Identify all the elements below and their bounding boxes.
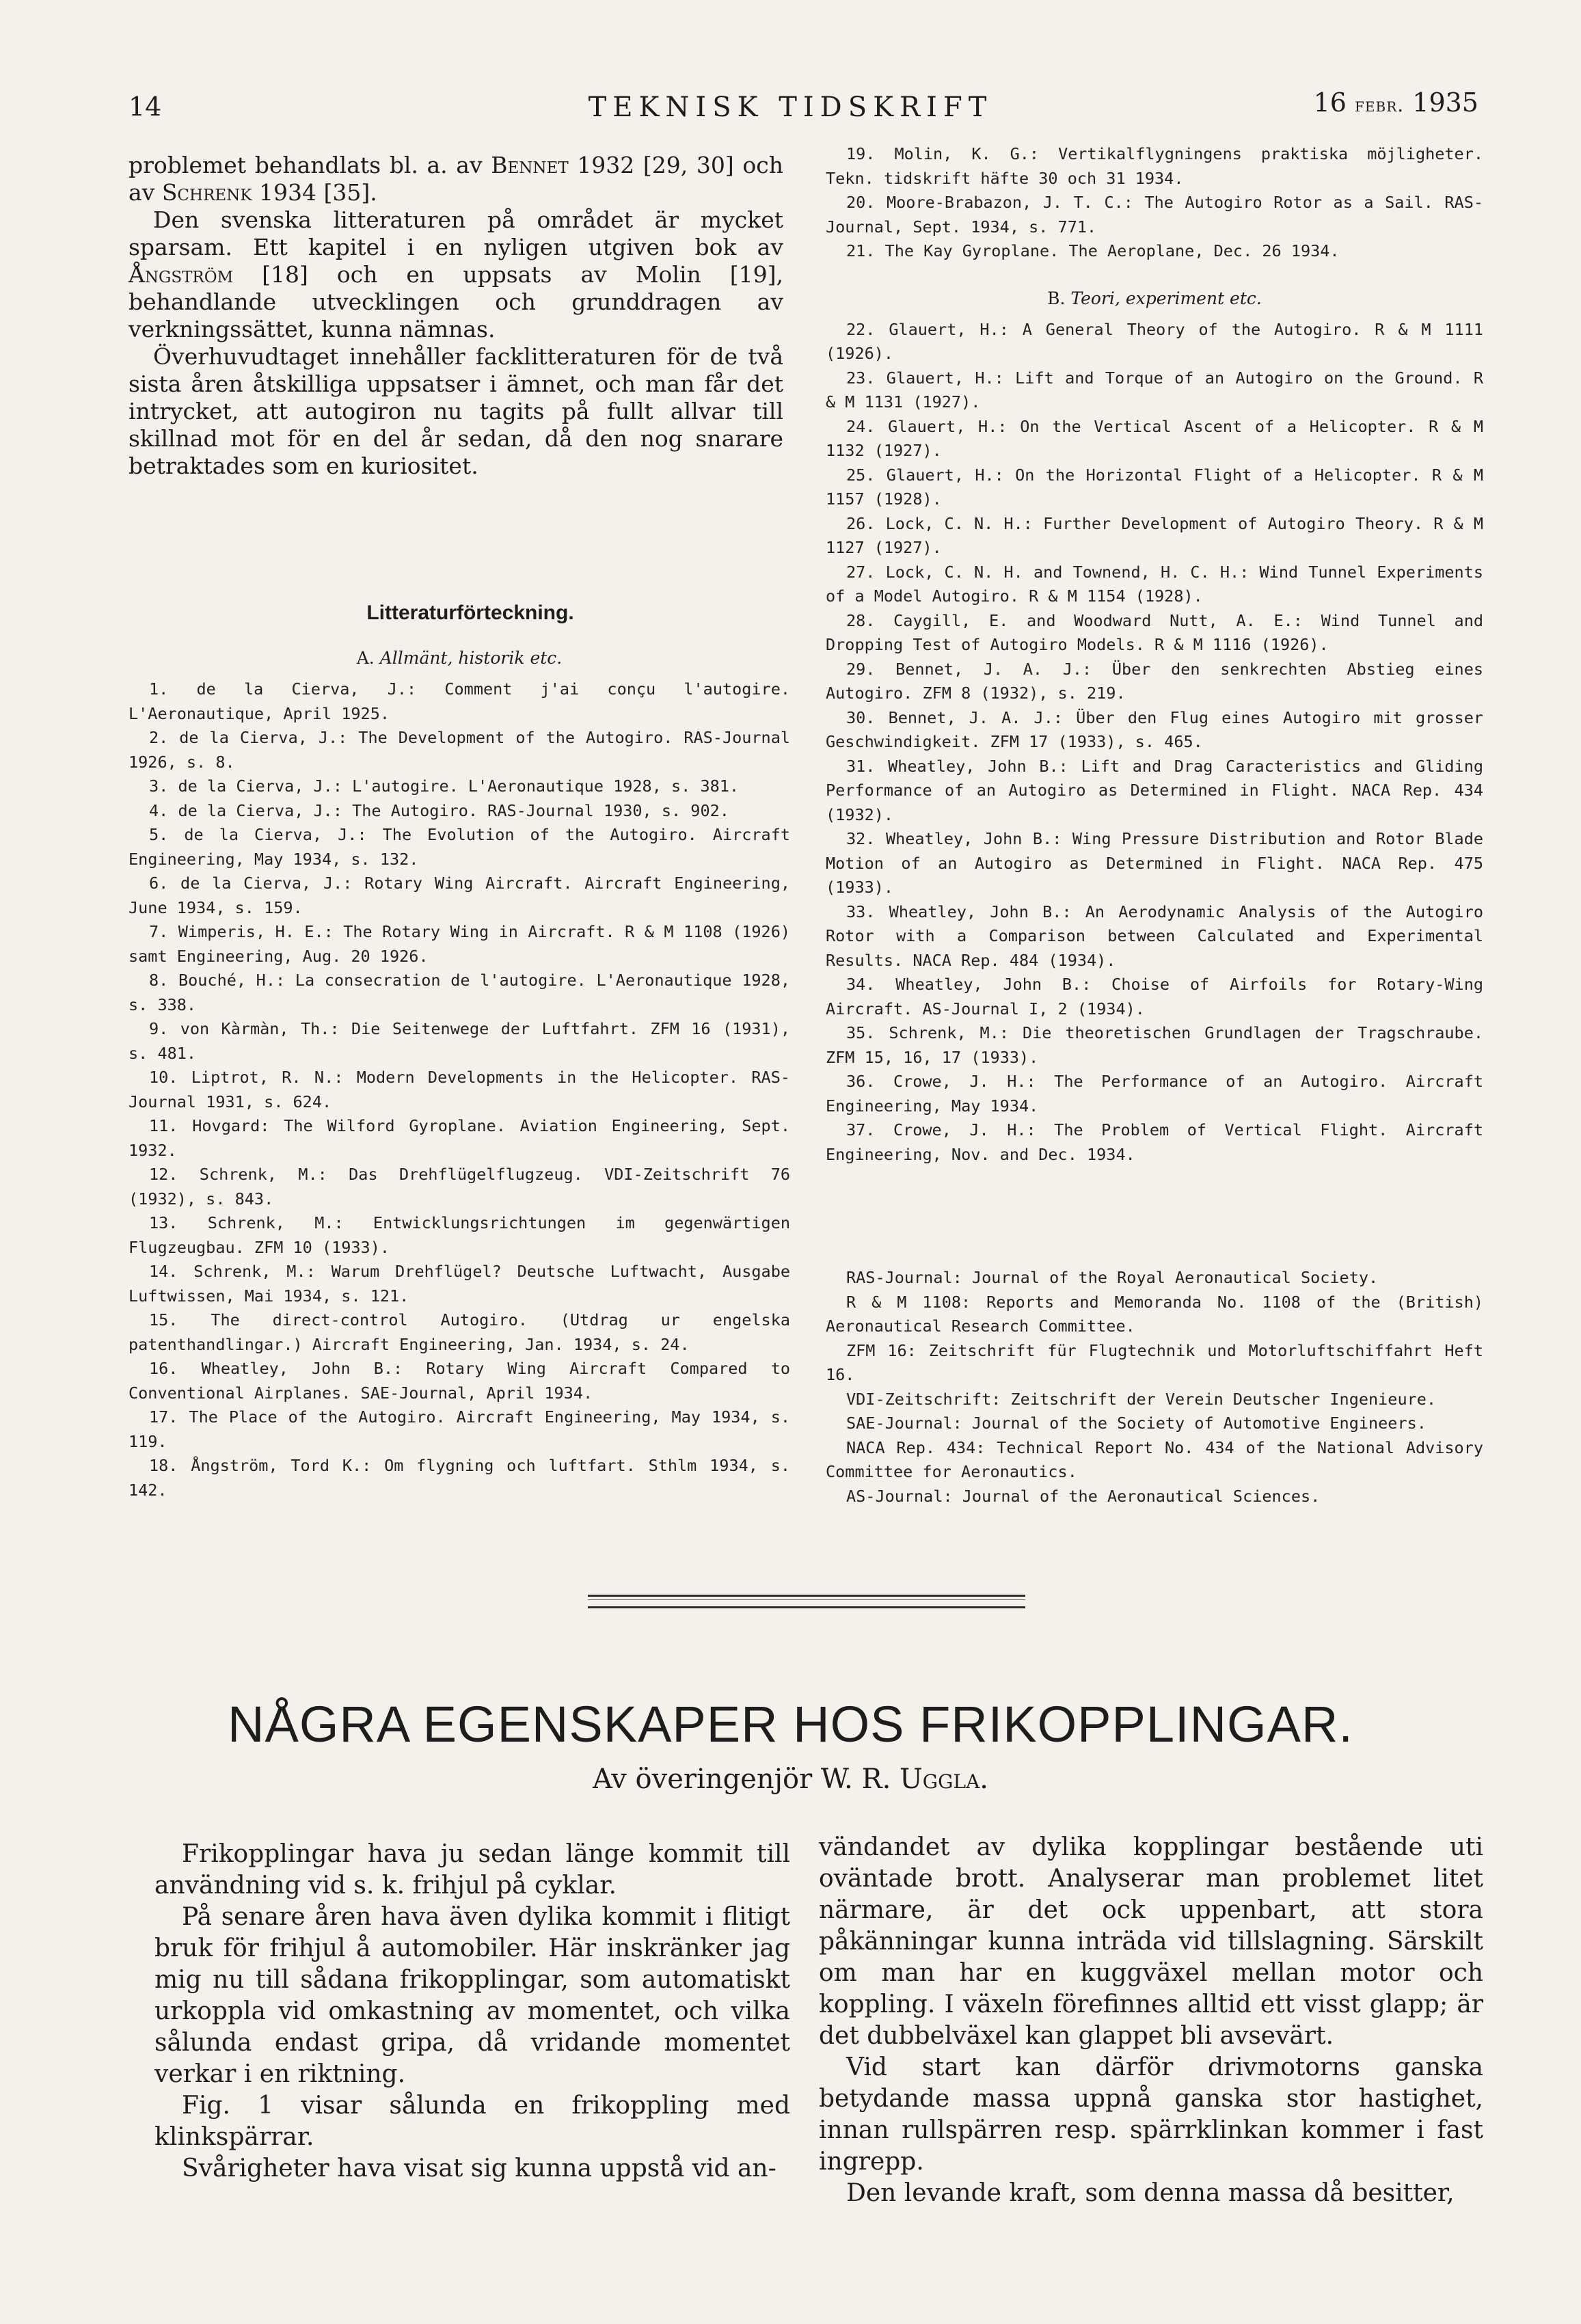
- section-divider: [588, 1595, 1025, 1608]
- reference-entry: 3. de la Cierva, J.: L'autogire. L'Aeronautique 1928, s. 381.: [149, 776, 740, 796]
- section-a-heading: A. Allmänt, historik etc.: [356, 648, 563, 668]
- reference-entry: 2. de la Cierva, J.: The Development of the Autogiro. RAS-Journal 1926, s. 8.: [129, 728, 790, 772]
- reference-entry: 10. Liptrot, R. N.: Modern Developments in the Helicopter. RAS-Journal 1931, s. 624.: [129, 1068, 790, 1111]
- reference-entry: 7. Wimperis, H. E.: The Rotary Wing in Aircraft. R & M 1108 (1926) samt Engineering, Aug. 20 1926.: [129, 922, 790, 966]
- article-right-column: [819, 1832, 1483, 2209]
- reference-list: [826, 142, 1483, 264]
- reference-entry: 15. The direct-control Autogiro. (Utdrag ur engelska patenthandlingar.) Aircraft Engineering, Jan. 1934, s. 24.: [129, 1310, 790, 1354]
- reference-entry: 36. Crowe, J. H.: The Performance of an Autogiro. Aircraft Engineering, May 1934.: [826, 1072, 1483, 1116]
- reference-entry: 28. Caygill, E. and Woodward Nutt, A. E.: Wind Tunnel and Dropping Test of Autogiro Models. R & M 1116 (1926).: [826, 610, 1483, 654]
- reference-entry: 8. Bouché, H.: La consecration de l'autogire. L'Aeronautique 1928, s. 338.: [129, 971, 790, 1014]
- reference-entry: 4. de la Cierva, J.: The Autogiro. RAS-Journal 1930, s. 902.: [149, 800, 729, 820]
- article-paragraph: Vid start kan därför drivmotorns ganska betydande massa uppnå ganska stor hastighet, innan rullspärren resp. spärrklinkan kommer i fast ingrepp.: [819, 2053, 1483, 2176]
- reference-entry: 18. Ångström, Tord K.: Om flygning och luftfart. Sthlm 1934, s. 142.: [129, 1456, 790, 1500]
- reference-entry: 31. Wheatley, John B.: Lift and Drag Caracteristics and Gliding Performance of an Autogiro as Determined in Flight. NACA Rep. 434 (1932).: [826, 756, 1483, 824]
- reference-entry: 19. Molin, K. G.: Vertikalflygningens praktiska möjligheter. Tekn. tidskrift häfte 30 och 31 1934.: [826, 144, 1483, 188]
- reference-entry: 27. Lock, C. N. H. and Townend, H. C. H.: Wind Tunnel Experiments of a Model Autogiro. R & M 1154 (1928).: [826, 562, 1483, 606]
- section-b-heading: B. Teori, experiment etc.: [1047, 288, 1262, 308]
- reference-entry: 9. von Kàrmàn, Th.: Die Seitenwege der Luftfahrt. ZFM 16 (1931), s. 481.: [129, 1019, 790, 1063]
- reference-entry: 37. Crowe, J. H.: The Problem of Vertical Flight. Aircraft Engineering, Nov. and Dec. 1934.: [826, 1120, 1483, 1164]
- references-left-column: [129, 648, 790, 1502]
- reference-entry: 11. Hovgard: The Wilford Gyroplane. Aviation Engineering, Sept. 1932.: [129, 1116, 790, 1160]
- reference-entry: 16. Wheatley, John B.: Rotary Wing Aircraft Compared to Conventional Airplanes. SAE-Journal, April 1934.: [129, 1359, 790, 1403]
- reference-entry: 13. Schrenk, M.: Entwicklungsrichtungen im gegenwärtigen Flugzeugbau. ZFM 10 (1933).: [129, 1213, 790, 1257]
- journal-title: TEKNISK TIDSKRIFT: [588, 92, 993, 123]
- reference-entry: 34. Wheatley, John B.: Choise of Airfoils for Rotary-Wing Aircraft. AS-Journal I, 2 (1934).: [826, 975, 1483, 1018]
- reference-entry: 35. Schrenk, M.: Die theoretischen Grundlagen der Tragschraube. ZFM 15, 16, 17 (1933).: [826, 1023, 1483, 1067]
- reference-entry: 12. Schrenk, M.: Das Drehflügelflugzeug. VDI-Zeitschrift 76 (1932), s. 843.: [129, 1165, 790, 1208]
- reference-list: [129, 677, 790, 1502]
- reference-entry: 24. Glauert, H.: On the Vertical Ascent of a Helicopter. R & M 1132 (1927).: [826, 416, 1483, 460]
- abbreviation-entry: NACA Rep. 434: Technical Report No. 434 of the National Advisory Committee for Aeronautics.: [826, 1437, 1483, 1481]
- abbreviation-entry: AS-Journal: Journal of the Aeronautical Sciences.: [846, 1486, 1321, 1506]
- reference-entry: 22. Glauert, H.: A General Theory of the Autogiro. R & M 1111 (1926).: [826, 319, 1483, 363]
- page-number: 14: [129, 92, 162, 122]
- reference-entry: 6. de la Cierva, J.: Rotary Wing Aircraft. Aircraft Engineering, June 1934, s. 159.: [129, 874, 790, 917]
- article-author: Av överingenjör W. R. Uggla.: [592, 1764, 989, 1795]
- abbreviations-list: [826, 1266, 1483, 1509]
- reference-entry: 5. de la Cierva, J.: The Evolution of the Autogiro. Aircraft Engineering, May 1934, s. 132.: [129, 825, 790, 869]
- article-paragraph: På senare åren hava även dylika kommit i flitigt bruk för frihjul å automobiler. Här inskränker jag mig nu till sådana frikopplingar, som automatiskt urkoppla vid omkastning av momentet, och vilka sålunda endast gripa, då vridande momentet verkar i en riktning.: [154, 1903, 790, 2088]
- reference-entry: 30. Bennet, J. A. J.: Über den Flug eines Autogiro mit grosser Geschwindigkeit. ZFM 17 (1933), s. 465.: [826, 707, 1483, 751]
- article-paragraph: Svårigheter hava visat sig kunna uppstå vid an-: [182, 2154, 776, 2183]
- reference-entry: 32. Wheatley, John B.: Wing Pressure Distribution and Rotor Blade Motion of an Autogiro as Determined in Flight. NACA Rep. 475 (1933).: [826, 829, 1483, 897]
- abbreviation-entry: VDI-Zeitschrift: Zeitschrift der Verein Deutscher Ingenieure.: [846, 1389, 1437, 1409]
- abbreviation-entry: SAE-Journal: Journal of the Society of Automotive Engineers.: [846, 1414, 1427, 1433]
- reference-list: [826, 318, 1483, 1167]
- reference-entry: 23. Glauert, H.: Lift and Torque of an Autogiro on the Ground. R & M 1131 (1927).: [826, 368, 1483, 411]
- article-title: NÅGRA EGENSKAPER HOS FRIKOPPLINGAR.: [228, 1696, 1353, 1753]
- references-right-column: [826, 142, 1483, 1167]
- reference-entry: 29. Bennet, J. A. J.: Über den senkrechten Abstieg eines Autogiro. ZFM 8 (1932), s. 219.: [826, 659, 1483, 703]
- reference-entry: 17. The Place of the Autogiro. Aircraft Engineering, May 1934, s. 119.: [129, 1407, 790, 1451]
- literature-heading: Litteraturförteckning.: [366, 602, 574, 624]
- article-paragraph: vändandet av dylika kopplingar bestående uti oväntade brott. Analyserar man problemet litet närmare, är det ock uppenbart, att stora påkänningar kunna inträda vid tillslagning. Särskilt om man har en kuggväxel mellan motor och koppling. I växeln förefinnes alltid ett visst glapp; är det dubbelväxel kan glappet bli avsevärt.: [819, 1833, 1483, 2050]
- reference-entry: 25. Glauert, H.: On the Horizontal Flight of a Helicopter. R & M 1157 (1928).: [826, 465, 1483, 509]
- article-paragraph: Den levande kraft, som denna massa då besitter,: [846, 2179, 1455, 2207]
- reference-entry: 21. The Kay Gyroplane. The Aeroplane, Dec. 26 1934.: [846, 241, 1340, 260]
- abbreviation-entry: R & M 1108: Reports and Memoranda No. 1108 of the (British) Aeronautical Research Committee.: [826, 1292, 1483, 1336]
- abbreviation-entry: ZFM 16: Zeitschrift für Flugtechnik und Motorluftschiffahrt Heft 16.: [826, 1340, 1483, 1384]
- reference-entry: 14. Schrenk, M.: Warum Drehflügel? Deutsche Luftwacht, Ausgabe Luftwissen, Mai 1934, s. 121.: [129, 1262, 790, 1306]
- reference-entry: 1. de la Cierva, J.: Comment j'ai conçu l'autogire. L'Aeronautique, April 1925.: [129, 679, 790, 723]
- reference-entry: 33. Wheatley, John B.: An Aerodynamic Analysis of the Autogiro Rotor with a Comparison between Calculated and Experimental Results. NACA Rep. 484 (1934).: [826, 902, 1483, 970]
- article-left-column: [154, 1839, 790, 2185]
- reference-entry: 26. Lock, C. N. H.: Further Development of Autogiro Theory. R & M 1127 (1927).: [826, 513, 1483, 557]
- intro-paragraph: Överhuvudtaget innehåller facklitteraturen för de två sista åren åtskilliga uppsatser i ämnet, och man får det intrycket, att autogiron nu tagits på fullt allvar till skillnad mot för en del år sedan, då den nog snarare betraktades som en kuriositet.: [129, 343, 783, 479]
- abbreviation-entry: RAS-Journal: Journal of the Royal Aeronautical Society.: [846, 1268, 1379, 1287]
- intro-text: [129, 152, 783, 480]
- intro-paragraph: Den svenska litteraturen på området är mycket sparsam. Ett kapitel i en nyligen utgiven bok av Ångström [18] och en uppsats av Molin [19], behandlande utvecklingen och grunddragen av verkningssättet, kunna nämnas.: [129, 206, 783, 342]
- reference-entry: 20. Moore-Brabazon, J. T. C.: The Autogiro Rotor as a Sail. RAS-Journal, Sept. 1934, s. 771.: [826, 193, 1483, 237]
- article-paragraph: Frikopplingar hava ju sedan länge kommit till användning vid s. k. frihjul på cyklar.: [154, 1840, 790, 1900]
- issue-date: 16 febr. 1935: [1313, 87, 1478, 118]
- article-paragraph: Fig. 1 visar sålunda en frikoppling med klinkspärrar.: [154, 2092, 790, 2151]
- intro-paragraph: problemet behandlats bl. a. av Bennet 1932 [29, 30] och av Schrenk 1934 [35].: [129, 152, 783, 206]
